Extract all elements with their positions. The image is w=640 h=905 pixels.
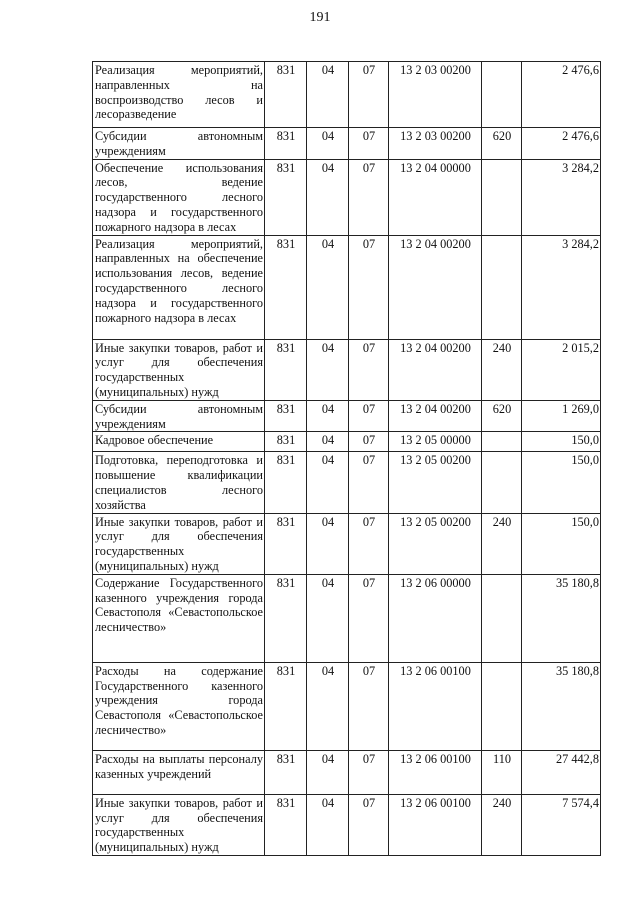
target-article-code: 13 2 03 00200 [389, 62, 482, 128]
subsection-code: 07 [349, 574, 389, 662]
row-name: Расходы на выплаты персоналу казенных учреждений [93, 750, 265, 794]
row-name: Иные закупки товаров, работ и услуг для обеспечения государственных (муниципальных) нужд [93, 339, 265, 400]
expense-type-code [482, 235, 522, 339]
target-article-code: 13 2 04 00200 [389, 339, 482, 400]
expense-type-code: 240 [482, 339, 522, 400]
budget-table [92, 61, 601, 856]
subsection-code: 07 [349, 159, 389, 235]
expense-type-code [482, 452, 522, 513]
expense-type-code: 240 [482, 794, 522, 855]
row-name: Обеспечение использования лесов, ведение государственного лесного надзора и государственного пожарного надзора в лесах [93, 159, 265, 235]
target-article-code: 13 2 05 00000 [389, 432, 482, 452]
expense-type-code [482, 62, 522, 128]
amount: 27 442,8 [522, 750, 601, 794]
target-article-code: 13 2 04 00000 [389, 159, 482, 235]
ved-code: 831 [265, 400, 307, 432]
amount: 150,0 [522, 452, 601, 513]
target-article-code: 13 2 06 00100 [389, 750, 482, 794]
table-row [93, 400, 601, 432]
subsection-code: 07 [349, 432, 389, 452]
ved-code: 831 [265, 62, 307, 128]
subsection-code: 07 [349, 400, 389, 432]
table-row [93, 339, 601, 400]
expense-type-code: 620 [482, 400, 522, 432]
section-code: 04 [307, 513, 349, 574]
section-code: 04 [307, 794, 349, 855]
ved-code: 831 [265, 432, 307, 452]
section-code: 04 [307, 400, 349, 432]
amount: 35 180,8 [522, 574, 601, 662]
target-article-code: 13 2 06 00000 [389, 574, 482, 662]
expense-type-code: 240 [482, 513, 522, 574]
amount: 3 284,2 [522, 235, 601, 339]
subsection-code: 07 [349, 513, 389, 574]
table-row [93, 62, 601, 128]
amount: 35 180,8 [522, 662, 601, 750]
table-row [93, 750, 601, 794]
ved-code: 831 [265, 662, 307, 750]
expense-type-code [482, 432, 522, 452]
row-name: Реализация мероприятий, направленных на воспроизводство лесов и лесоразведение [93, 62, 265, 128]
ved-code: 831 [265, 128, 307, 160]
ved-code: 831 [265, 750, 307, 794]
ved-code: 831 [265, 159, 307, 235]
section-code: 04 [307, 662, 349, 750]
row-name: Подготовка, переподготовка и повышение квалификации специалистов лесного хозяйства [93, 452, 265, 513]
section-code: 04 [307, 574, 349, 662]
target-article-code: 13 2 04 00200 [389, 235, 482, 339]
row-name: Иные закупки товаров, работ и услуг для обеспечения государственных (муниципальных) нужд [93, 794, 265, 855]
expense-type-code: 620 [482, 128, 522, 160]
amount: 1 269,0 [522, 400, 601, 432]
target-article-code: 13 2 06 00100 [389, 794, 482, 855]
ved-code: 831 [265, 452, 307, 513]
table-row [93, 128, 601, 160]
row-name: Расходы на содержание Государственного казенного учреждения города Севастополя «Севастопольское лесничество» [93, 662, 265, 750]
section-code: 04 [307, 750, 349, 794]
row-name: Субсидии автономным учреждениям [93, 400, 265, 432]
row-name: Содержание Государственного казенного учреждения города Севастополя «Севастопольское лесничество» [93, 574, 265, 662]
amount: 150,0 [522, 432, 601, 452]
section-code: 04 [307, 432, 349, 452]
amount: 2 476,6 [522, 62, 601, 128]
section-code: 04 [307, 62, 349, 128]
target-article-code: 13 2 05 00200 [389, 452, 482, 513]
section-code: 04 [307, 452, 349, 513]
table-row [93, 159, 601, 235]
table-row [93, 452, 601, 513]
ved-code: 831 [265, 235, 307, 339]
subsection-code: 07 [349, 750, 389, 794]
subsection-code: 07 [349, 339, 389, 400]
section-code: 04 [307, 159, 349, 235]
expense-type-code: 110 [482, 750, 522, 794]
row-name: Субсидии автономным учреждениям [93, 128, 265, 160]
table-row [93, 432, 601, 452]
expense-type-code [482, 574, 522, 662]
subsection-code: 07 [349, 662, 389, 750]
page-number: 191 [309, 10, 331, 25]
expense-type-code [482, 159, 522, 235]
amount: 2 476,6 [522, 128, 601, 160]
subsection-code: 07 [349, 235, 389, 339]
target-article-code: 13 2 03 00200 [389, 128, 482, 160]
row-name: Иные закупки товаров, работ и услуг для обеспечения государственных (муниципальных) нужд [93, 513, 265, 574]
subsection-code: 07 [349, 452, 389, 513]
row-name: Реализация мероприятий, направленных на обеспечение использования лесов, ведение государственного лесного надзора и государственного пожарного надзора в лесах [93, 235, 265, 339]
table-row [93, 794, 601, 855]
target-article-code: 13 2 04 00200 [389, 400, 482, 432]
subsection-code: 07 [349, 128, 389, 160]
ved-code: 831 [265, 513, 307, 574]
amount: 150,0 [522, 513, 601, 574]
amount: 2 015,2 [522, 339, 601, 400]
table-row [93, 235, 601, 339]
ved-code: 831 [265, 574, 307, 662]
table-row [93, 574, 601, 662]
table-row [93, 513, 601, 574]
target-article-code: 13 2 06 00100 [389, 662, 482, 750]
subsection-code: 07 [349, 794, 389, 855]
table-row [93, 662, 601, 750]
section-code: 04 [307, 235, 349, 339]
expense-type-code [482, 662, 522, 750]
amount: 7 574,4 [522, 794, 601, 855]
amount: 3 284,2 [522, 159, 601, 235]
ved-code: 831 [265, 794, 307, 855]
row-name: Кадровое обеспечение [93, 432, 265, 452]
section-code: 04 [307, 339, 349, 400]
target-article-code: 13 2 05 00200 [389, 513, 482, 574]
section-code: 04 [307, 128, 349, 160]
ved-code: 831 [265, 339, 307, 400]
subsection-code: 07 [349, 62, 389, 128]
